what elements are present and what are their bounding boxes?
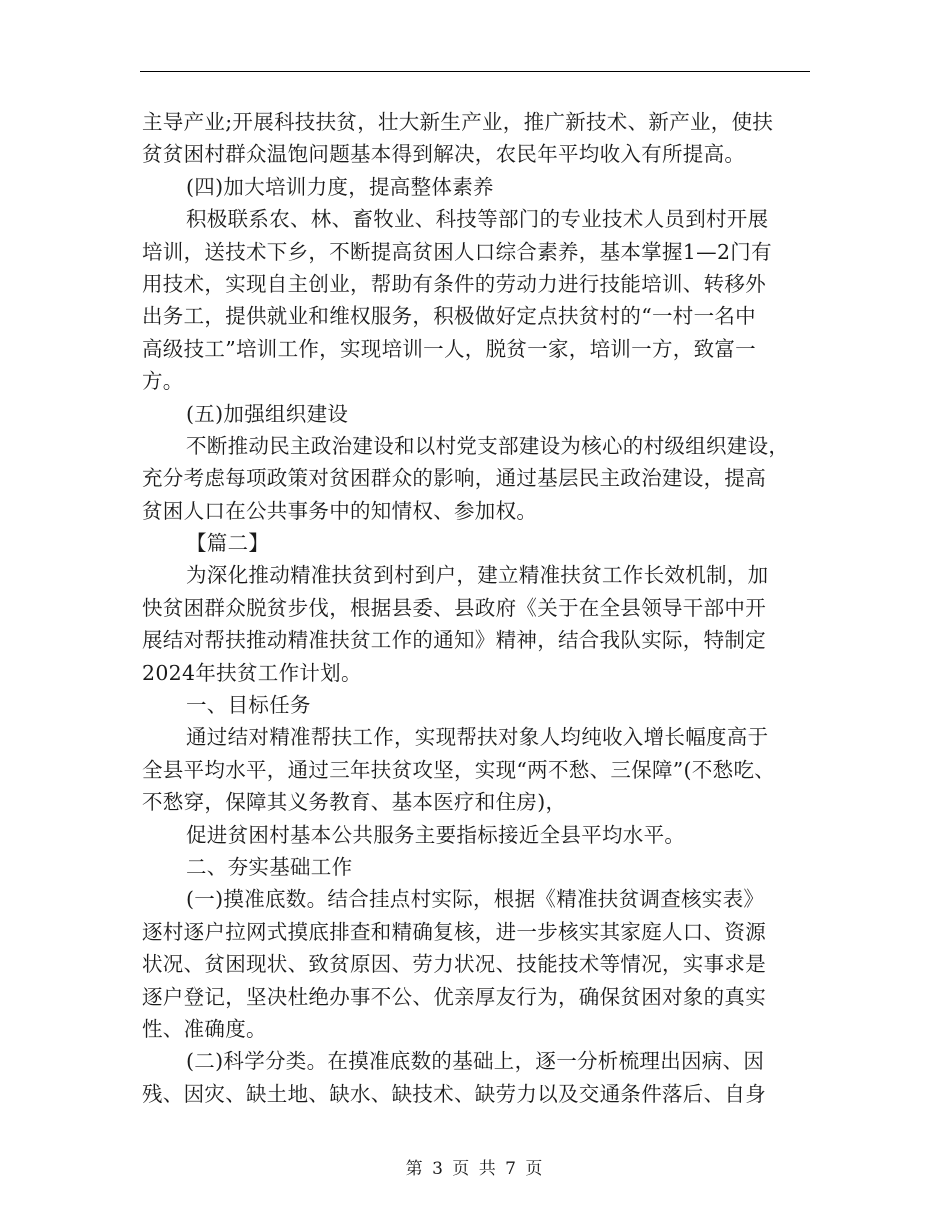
text-line: (四)加大培训力度，提高整体素养 [186, 174, 494, 199]
text-line: 方。 [142, 369, 184, 394]
text-line: 为深化推动精准扶贫到村到户，建立精准扶贫工作长效机制，加 [186, 563, 769, 588]
text-line: 贫贫困村群众温饱问题基本得到解决，农民年平均收入有所提高。 [142, 142, 746, 167]
text-line: 二、夯实基础工作 [186, 854, 353, 879]
text-line: 培训，送技术下乡，不断提高贫困人口综合素养，基本掌握1—2门有 [142, 239, 772, 264]
text-line: 积极联系农、林、畜牧业、科技等部门的专业技术人员到村开展 [186, 207, 769, 232]
text-line: 主导产业;开展科技扶贫，壮大新生产业，推广新技术、新产业，使扶 [142, 110, 774, 134]
text-line: 用技术，实现自主创业，帮助有条件的劳动力进行技能培训、转移外 [142, 271, 766, 296]
text-line: (一)摸准底数。结合挂点村实际，根据《精准扶贫调查核实表》 [186, 887, 765, 912]
text-line: 状况、贫困现状、致贫原因、劳力状况、技能技术等情况，实事求是 [142, 952, 766, 977]
document-body [142, 106, 814, 1110]
text-line: 通过结对精准帮扶工作，实现帮扶对象人均纯收入增长幅度高于 [186, 725, 769, 750]
text-line: 全县平均水平，通过三年扶贫攻坚，实现“两不愁、三保障”(不愁吃、 [142, 757, 776, 782]
text-line: 快贫困群众脱贫步伐，根据县委、县政府《关于在全县领导干部中开 [142, 595, 766, 620]
text-line: 充分考虑每项政策对贫困群众的影响，通过基层民主政治建设，提高 [142, 466, 766, 491]
text-line: 不愁穿，保障其义务教育、基本医疗和住房)， [142, 790, 567, 815]
text-line: 贫困人口在公共事务中的知情权、参加权。 [142, 498, 538, 523]
text-line: (二)科学分类。在摸准底数的基础上，逐一分析梳理出因病、因 [186, 1049, 765, 1074]
text-line: 性、准确度。 [142, 1016, 267, 1041]
text-line: 【篇二】 [186, 531, 270, 556]
text-line: 一、目标任务 [186, 693, 311, 718]
text-line: 出务工，提供就业和维权服务，积极做好定点扶贫村的“一村一名中 [142, 304, 756, 329]
text-line: 不断推动民主政治建设和以村党支部建设为核心的村级组织建设， [186, 433, 790, 458]
text-line: 残、因灾、缺土地、缺水、缺技术、缺劳力以及交通条件落后、自身 [142, 1081, 766, 1106]
header-rule [140, 71, 810, 72]
text-line: 展结对帮扶推动精准扶贫工作的通知》精神，结合我队实际，特制定 [142, 628, 766, 653]
text-line: 2024年扶贫工作计划。 [142, 660, 362, 685]
text-line: 促进贫困村基本公共服务主要指标接近全县平均水平。 [186, 822, 686, 847]
page-number: 第 3 页 共 7 页 [405, 1159, 545, 1179]
text-line: 逐村逐户拉网式摸底排查和精确复核，进一步核实其家庭人口、资源 [142, 919, 766, 944]
text-line: (五)加强组织建设 [186, 401, 349, 426]
text-line: 逐户登记，坚决杜绝办事不公、优亲厚友行为，确保贫困对象的真实 [142, 984, 766, 1009]
text-line: 高级技工”培训工作，实现培训一人，脱贫一家，培训一方，致富一 [142, 336, 756, 361]
